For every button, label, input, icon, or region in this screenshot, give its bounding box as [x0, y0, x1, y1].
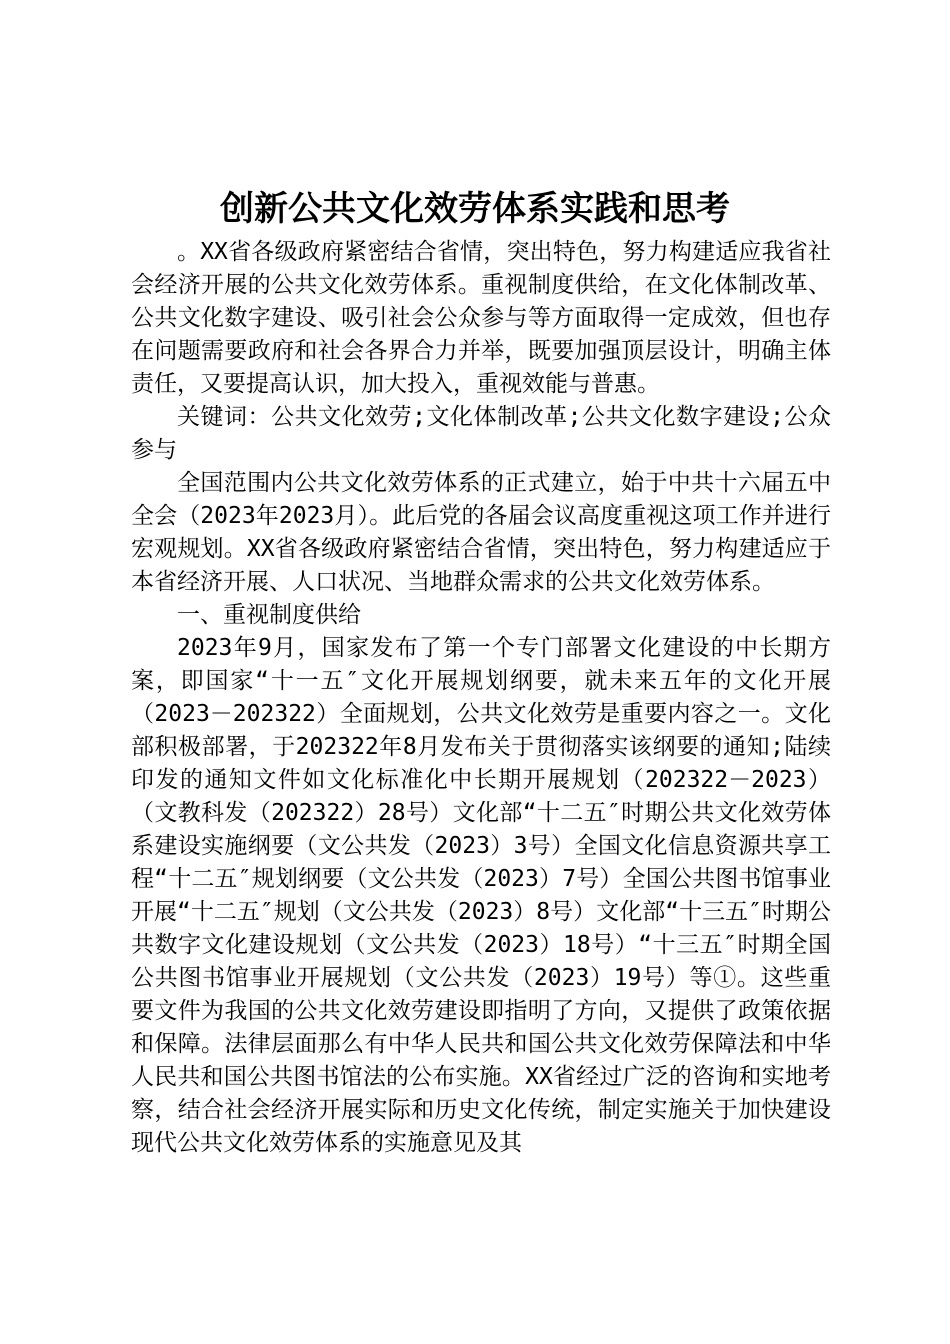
abstract-paragraph: 。XX省各级政府紧密结合省情，突出特色，努力构建适应我省社会经济开展的公共文化效劳体系。重视制度供给，在文化体制改革、公共文化数字建设、吸引社会公众参与等方面取得一定成效，但也存在问题需要政府和社会各界合力并举，既要加强顶层设计，明确主体责任，又要提高认识，加大投入，重视效能与普惠。 — [131, 239, 831, 397]
document-title: 创新公共文化效劳体系实践和思考 — [220, 189, 730, 229]
section-heading: 一、重视制度供给 — [177, 602, 361, 628]
document-body — [131, 236, 831, 1160]
keywords-paragraph: 关键词：公共文化效劳;文化体制改革;公共文化数字建设;公众参与 — [131, 404, 831, 463]
section-paragraph: 2023年9月，国家发布了第一个专门部署文化建设的中长期方案，即国家“十一五″文化开展规划纲要，就未来五年的文化开展（2023－202322）全面规划，公共文化效劳是重要内容之一。文化部积极部署，于202322年8月发布关于贯彻落实该纲要的通知;陆续印发的通知文件如文化标准化中长期开展规划（202322－2023）（文教科发（202322）28号）文化部“十二五″时期公共文化效劳体系建设实施纲要（文公共发（2023）3号）全国文化信息资源共享工程“十二五″规划纲要（文公共发（2023）7号）全国公共图书馆事业开展“十二五″规划（文公共发（2023）8号）文化部“十三五″时期公共数字文化建设规划（文公共发（2023）18号）“十三五″时期全国公共图书馆事业开展规划（文公共发（2023）19号）等①。这些重要文件为我国的公共文化效劳建设即指明了方向，又提供了政策依据和保障。法律层面那么有中华人民共和国公共文化效劳保障法和中华人民共和国公共图书馆法的公布实施。XX省经过广泛的咨询和实地考察，结合社会经济开展实际和历史文化传统，制定实施关于加快建设现代公共文化效劳体系的实施意见及其 — [131, 635, 831, 1156]
intro-paragraph: 全国范围内公共文化效劳体系的正式建立，始于中共十六届五中全会（2023年2023月）。此后党的各届会议高度重视这项工作并进行宏观规划。XX省各级政府紧密结合省情，突出特色，努力构建适应于本省经济开展、人口状况、当地群众需求的公共文化效劳体系。 — [131, 470, 831, 595]
